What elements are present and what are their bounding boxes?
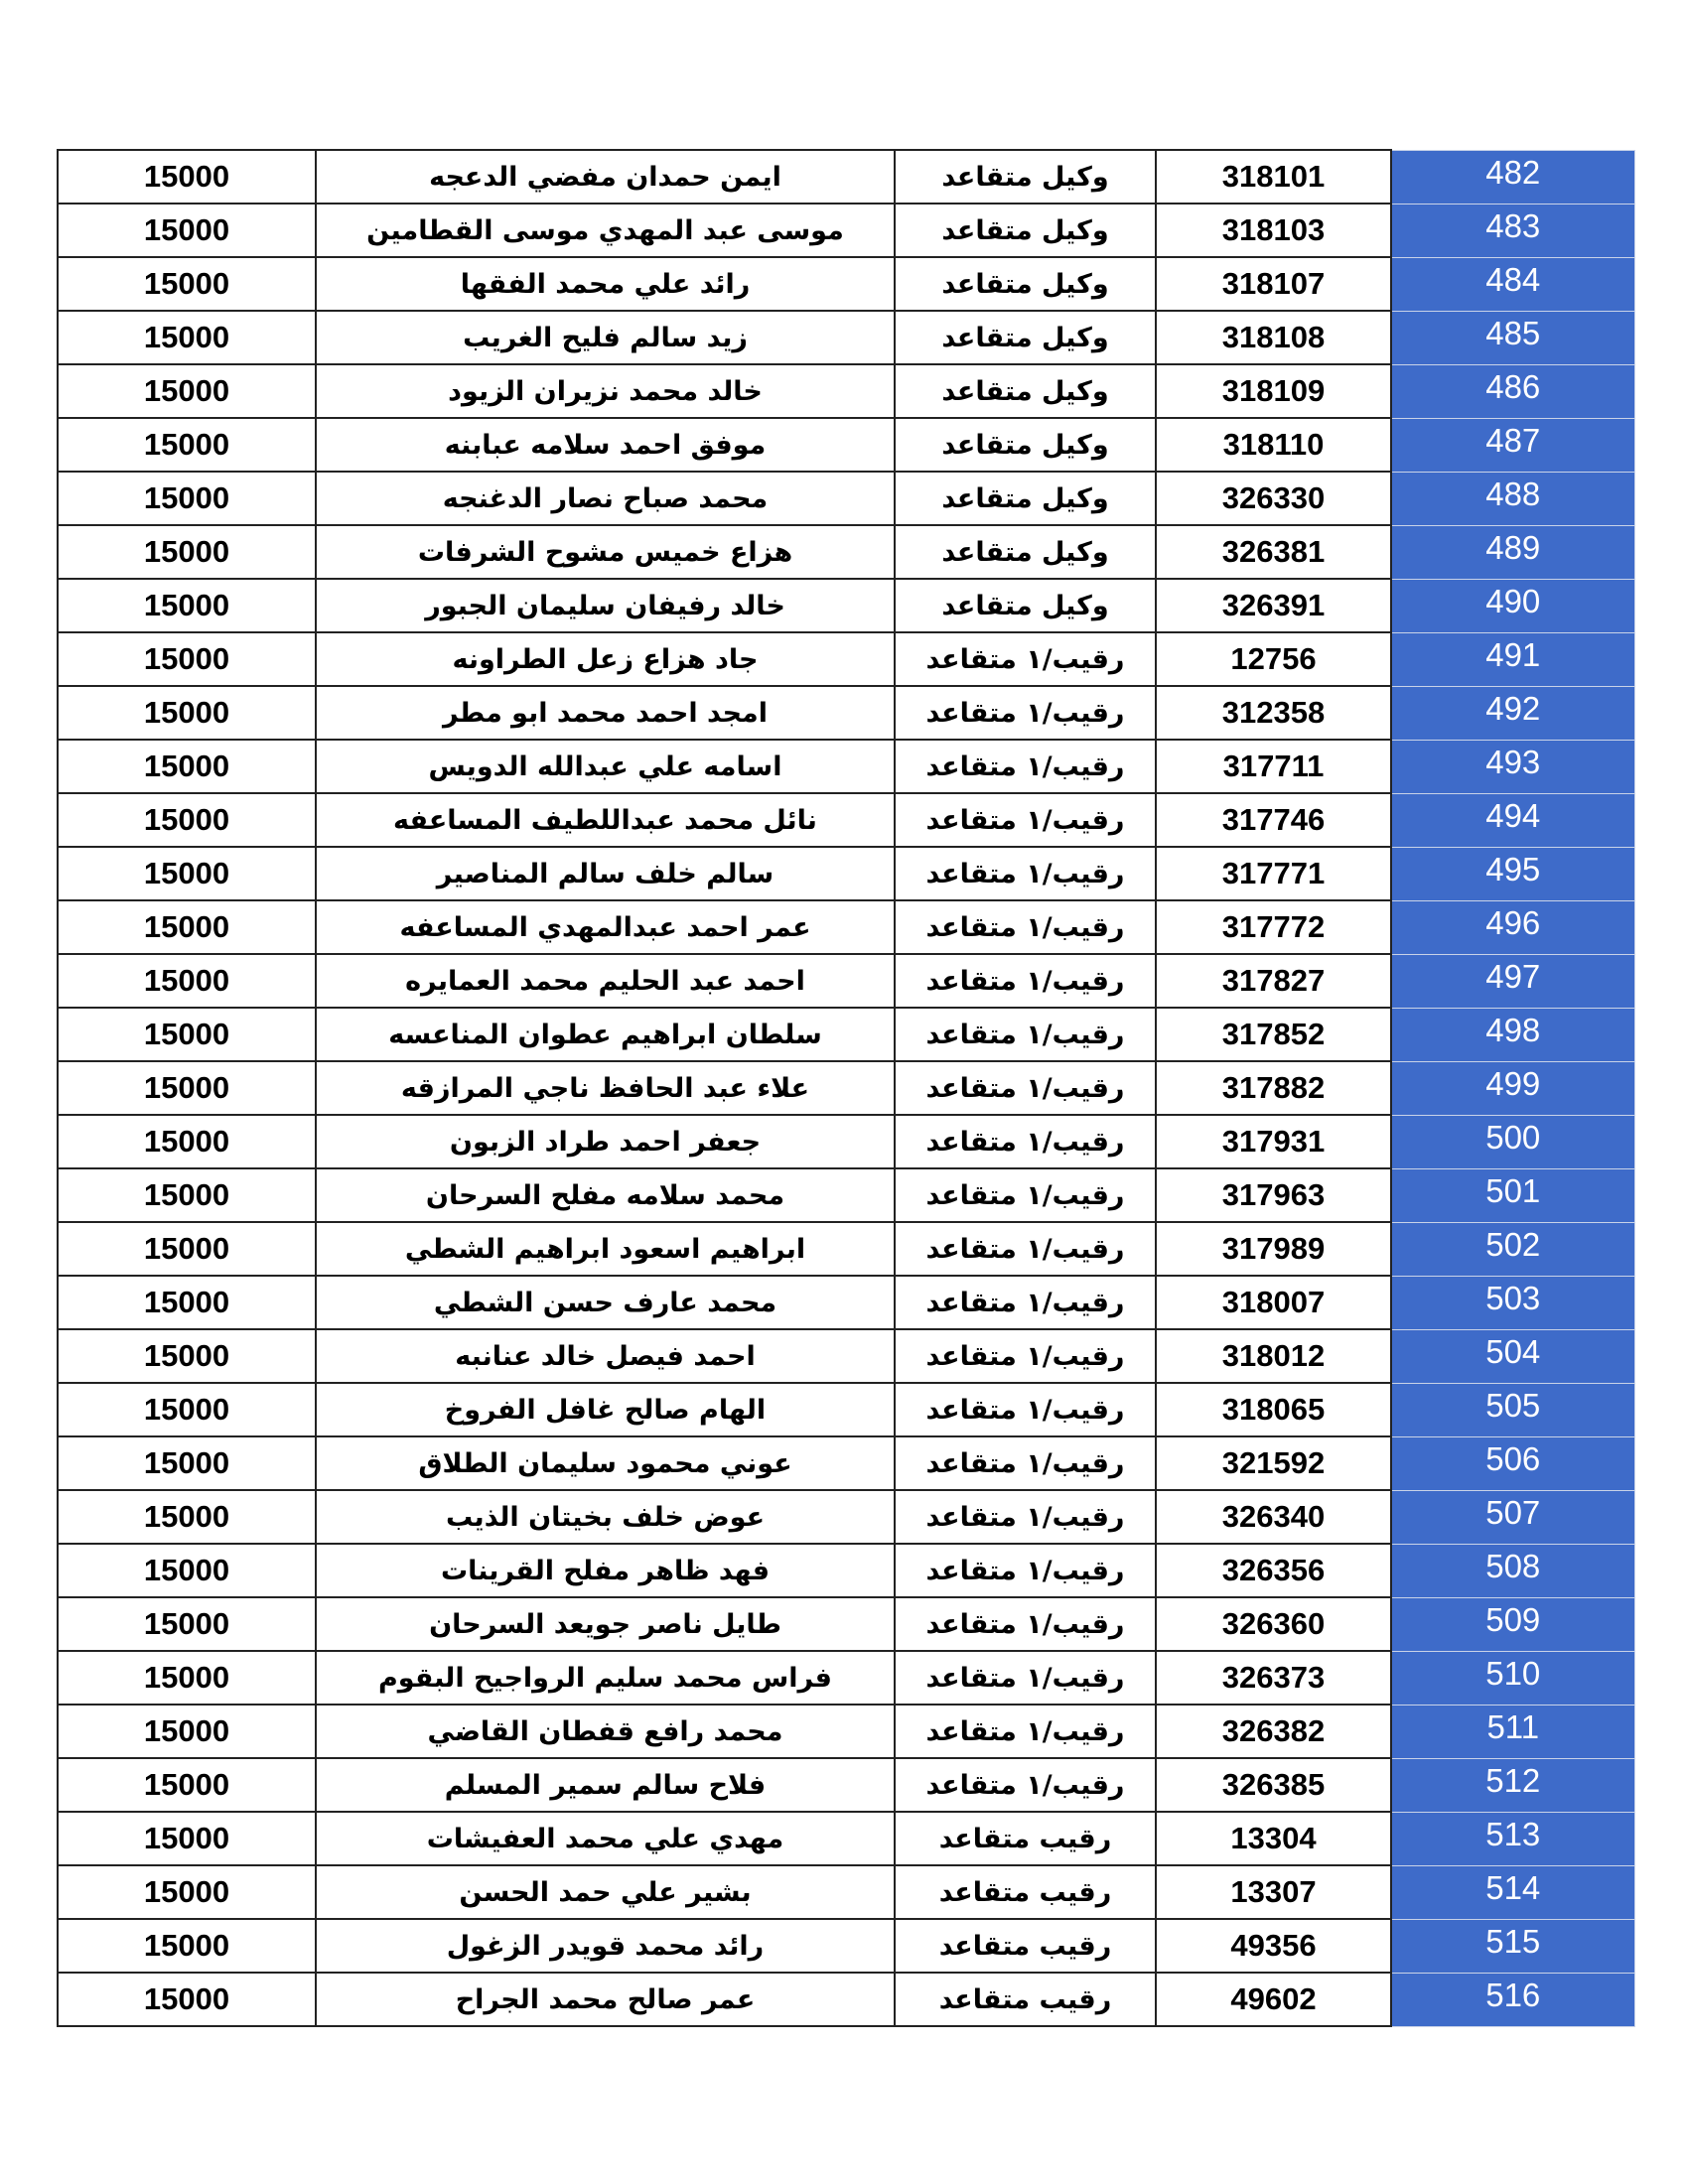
name-cell: عوني محمود سليمان الطلاق (316, 1436, 895, 1490)
name-cell: محمد صباح نصار الدغنجه (316, 472, 895, 525)
military-number-cell: 321592 (1156, 1436, 1391, 1490)
rank-cell: رقيب/١ متقاعد (895, 1597, 1156, 1651)
military-number-cell: 317931 (1156, 1115, 1391, 1168)
military-number-cell: 326373 (1156, 1651, 1391, 1705)
rank-cell: رقيب/١ متقاعد (895, 954, 1156, 1008)
amount-cell: 15000 (58, 1705, 316, 1758)
military-number-cell: 13304 (1156, 1812, 1391, 1865)
rank-cell: رقيب متقاعد (895, 1973, 1156, 2026)
military-number-cell: 326385 (1156, 1758, 1391, 1812)
name-cell: مهدي علي محمد العفيشات (316, 1812, 895, 1865)
table-row (58, 1544, 1634, 1597)
name-cell: سالم خلف سالم المناصير (316, 847, 895, 900)
military-number-cell: 318065 (1156, 1383, 1391, 1436)
sequence-number-cell: 512 (1391, 1758, 1634, 1812)
rank-cell: رقيب/١ متقاعد (895, 1168, 1156, 1222)
sequence-number-cell: 487 (1391, 418, 1634, 472)
table-row (58, 1490, 1634, 1544)
sequence-number-cell: 489 (1391, 525, 1634, 579)
rank-cell: رقيب متقاعد (895, 1812, 1156, 1865)
sequence-number-cell: 501 (1391, 1168, 1634, 1222)
name-cell: خالد رفيفان سليمان الجبور (316, 579, 895, 632)
amount-cell: 15000 (58, 1383, 316, 1436)
rank-cell: وكيل متقاعد (895, 418, 1156, 472)
amount-cell: 15000 (58, 472, 316, 525)
table-row (58, 1705, 1634, 1758)
name-cell: عوض خلف بخيتان الذيب (316, 1490, 895, 1544)
name-cell: ايمن حمدان مفضي الدعجه (316, 150, 895, 204)
military-number-cell: 317711 (1156, 740, 1391, 793)
amount-cell: 15000 (58, 204, 316, 257)
military-number-cell: 318107 (1156, 257, 1391, 311)
table-row (58, 793, 1634, 847)
military-number-cell: 312358 (1156, 686, 1391, 740)
military-number-cell: 318109 (1156, 364, 1391, 418)
rank-cell: وكيل متقاعد (895, 257, 1156, 311)
amount-cell: 15000 (58, 1168, 316, 1222)
rank-cell: رقيب/١ متقاعد (895, 847, 1156, 900)
amount-cell: 15000 (58, 954, 316, 1008)
table-row (58, 1329, 1634, 1383)
name-cell: الهام صالح غافل الفروخ (316, 1383, 895, 1436)
name-cell: علاء عبد الحافظ ناجي المرازقه (316, 1061, 895, 1115)
rank-cell: رقيب/١ متقاعد (895, 1490, 1156, 1544)
sequence-number-cell: 503 (1391, 1276, 1634, 1329)
amount-cell: 15000 (58, 1651, 316, 1705)
military-number-cell: 13307 (1156, 1865, 1391, 1919)
table-row (58, 1276, 1634, 1329)
sequence-number-cell: 483 (1391, 204, 1634, 257)
table-row (58, 1597, 1634, 1651)
amount-cell: 15000 (58, 1973, 316, 2026)
name-cell: جعفر احمد طراد الزبون (316, 1115, 895, 1168)
name-cell: موفق احمد سلامه عبابنه (316, 418, 895, 472)
military-number-cell: 326382 (1156, 1705, 1391, 1758)
table-row (58, 472, 1634, 525)
name-cell: عمر صالح محمد الجراح (316, 1973, 895, 2026)
table-row (58, 525, 1634, 579)
military-number-cell: 317852 (1156, 1008, 1391, 1061)
rank-cell: رقيب/١ متقاعد (895, 1544, 1156, 1597)
rank-cell: رقيب/١ متقاعد (895, 1329, 1156, 1383)
amount-cell: 15000 (58, 1008, 316, 1061)
sequence-number-cell: 502 (1391, 1222, 1634, 1276)
rank-cell: رقيب/١ متقاعد (895, 793, 1156, 847)
sequence-number-cell: 497 (1391, 954, 1634, 1008)
rank-cell: وكيل متقاعد (895, 150, 1156, 204)
military-number-cell: 326391 (1156, 579, 1391, 632)
sequence-number-cell: 492 (1391, 686, 1634, 740)
beneficiaries-table (57, 149, 1635, 2027)
table-row (58, 1061, 1634, 1115)
military-number-cell: 318007 (1156, 1276, 1391, 1329)
name-cell: نائل محمد عبداللطيف المساعفه (316, 793, 895, 847)
name-cell: ابراهيم اسعود ابراهيم الشطي (316, 1222, 895, 1276)
table-row (58, 1008, 1634, 1061)
name-cell: بشير علي حمد الحسن (316, 1865, 895, 1919)
table-row (58, 1919, 1634, 1973)
table-row (58, 954, 1634, 1008)
rank-cell: وكيل متقاعد (895, 472, 1156, 525)
rank-cell: وكيل متقاعد (895, 579, 1156, 632)
military-number-cell: 317771 (1156, 847, 1391, 900)
rank-cell: رقيب متقاعد (895, 1919, 1156, 1973)
table-row (58, 311, 1634, 364)
military-number-cell: 326360 (1156, 1597, 1391, 1651)
name-cell: فهد ظاهر مفلح القرينات (316, 1544, 895, 1597)
name-cell: سلطان ابراهيم عطوان المناعسه (316, 1008, 895, 1061)
sequence-number-cell: 498 (1391, 1008, 1634, 1061)
sequence-number-cell: 507 (1391, 1490, 1634, 1544)
military-number-cell: 326381 (1156, 525, 1391, 579)
amount-cell: 15000 (58, 632, 316, 686)
table-row (58, 1383, 1634, 1436)
table-row (58, 1436, 1634, 1490)
rank-cell: وكيل متقاعد (895, 204, 1156, 257)
amount-cell: 15000 (58, 1758, 316, 1812)
sequence-number-cell: 515 (1391, 1919, 1634, 1973)
military-number-cell: 318110 (1156, 418, 1391, 472)
sequence-number-cell: 508 (1391, 1544, 1634, 1597)
name-cell: احمد عبد الحليم محمد العمايره (316, 954, 895, 1008)
rank-cell: رقيب/١ متقاعد (895, 900, 1156, 954)
military-number-cell: 317963 (1156, 1168, 1391, 1222)
name-cell: رائد محمد قويدر الزغول (316, 1919, 895, 1973)
table-row (58, 686, 1634, 740)
rank-cell: رقيب/١ متقاعد (895, 740, 1156, 793)
name-cell: طايل ناصر جويعد السرحان (316, 1597, 895, 1651)
military-number-cell: 326340 (1156, 1490, 1391, 1544)
sequence-number-cell: 500 (1391, 1115, 1634, 1168)
military-number-cell: 326330 (1156, 472, 1391, 525)
rank-cell: رقيب/١ متقاعد (895, 1115, 1156, 1168)
name-cell: فلاح سالم سمير المسلم (316, 1758, 895, 1812)
sequence-number-cell: 509 (1391, 1597, 1634, 1651)
military-number-cell: 317989 (1156, 1222, 1391, 1276)
name-cell: عمر احمد عبدالمهدي المساعفه (316, 900, 895, 954)
amount-cell: 15000 (58, 1812, 316, 1865)
amount-cell: 15000 (58, 579, 316, 632)
table-row (58, 579, 1634, 632)
name-cell: اسامه علي عبدالله الدويس (316, 740, 895, 793)
rank-cell: رقيب متقاعد (895, 1865, 1156, 1919)
military-number-cell: 12756 (1156, 632, 1391, 686)
amount-cell: 15000 (58, 793, 316, 847)
amount-cell: 15000 (58, 900, 316, 954)
rank-cell: رقيب/١ متقاعد (895, 1436, 1156, 1490)
rank-cell: رقيب/١ متقاعد (895, 1276, 1156, 1329)
name-cell: هزاع خميس مشوح الشرفات (316, 525, 895, 579)
rank-cell: رقيب/١ متقاعد (895, 1008, 1156, 1061)
amount-cell: 15000 (58, 1222, 316, 1276)
table-row (58, 1973, 1634, 2026)
sequence-number-cell: 513 (1391, 1812, 1634, 1865)
rank-cell: رقيب/١ متقاعد (895, 1383, 1156, 1436)
military-number-cell: 317772 (1156, 900, 1391, 954)
sequence-number-cell: 490 (1391, 579, 1634, 632)
table-row (58, 1222, 1634, 1276)
military-number-cell: 317882 (1156, 1061, 1391, 1115)
sequence-number-cell: 495 (1391, 847, 1634, 900)
amount-cell: 15000 (58, 364, 316, 418)
amount-cell: 15000 (58, 1490, 316, 1544)
sequence-number-cell: 486 (1391, 364, 1634, 418)
amount-cell: 15000 (58, 1276, 316, 1329)
amount-cell: 15000 (58, 1436, 316, 1490)
amount-cell: 15000 (58, 257, 316, 311)
amount-cell: 15000 (58, 740, 316, 793)
name-cell: محمد سلامه مفلح السرحان (316, 1168, 895, 1222)
amount-cell: 15000 (58, 525, 316, 579)
table-row (58, 1115, 1634, 1168)
name-cell: محمد عارف حسن الشطي (316, 1276, 895, 1329)
rank-cell: رقيب/١ متقاعد (895, 1222, 1156, 1276)
table-row (58, 1812, 1634, 1865)
rank-cell: وكيل متقاعد (895, 311, 1156, 364)
sequence-number-cell: 496 (1391, 900, 1634, 954)
sequence-number-cell: 484 (1391, 257, 1634, 311)
table-row (58, 150, 1634, 204)
table-row (58, 364, 1634, 418)
name-cell: امجد احمد محمد ابو مطر (316, 686, 895, 740)
sequence-number-cell: 506 (1391, 1436, 1634, 1490)
name-cell: احمد فيصل خالد عنانبه (316, 1329, 895, 1383)
rank-cell: رقيب/١ متقاعد (895, 686, 1156, 740)
military-number-cell: 317746 (1156, 793, 1391, 847)
name-cell: خالد محمد نزيران الزيود (316, 364, 895, 418)
table-row (58, 900, 1634, 954)
sequence-number-cell: 514 (1391, 1865, 1634, 1919)
sequence-number-cell: 493 (1391, 740, 1634, 793)
table-row (58, 740, 1634, 793)
sequence-number-cell: 499 (1391, 1061, 1634, 1115)
military-number-cell: 318101 (1156, 150, 1391, 204)
rank-cell: رقيب/١ متقاعد (895, 1651, 1156, 1705)
table-row (58, 1168, 1634, 1222)
name-cell: موسى عبد المهدي موسى القطامين (316, 204, 895, 257)
sequence-number-cell: 510 (1391, 1651, 1634, 1705)
military-number-cell: 326356 (1156, 1544, 1391, 1597)
table-row (58, 847, 1634, 900)
name-cell: فراس محمد سليم الرواجيح البقوم (316, 1651, 895, 1705)
sequence-number-cell: 491 (1391, 632, 1634, 686)
amount-cell: 15000 (58, 311, 316, 364)
name-cell: محمد رافع قفطان القاضي (316, 1705, 895, 1758)
military-number-cell: 317827 (1156, 954, 1391, 1008)
table-row (58, 1651, 1634, 1705)
sequence-number-cell: 494 (1391, 793, 1634, 847)
amount-cell: 15000 (58, 418, 316, 472)
sequence-number-cell: 482 (1391, 150, 1634, 204)
rank-cell: رقيب/١ متقاعد (895, 1705, 1156, 1758)
sequence-number-cell: 511 (1391, 1705, 1634, 1758)
name-cell: رائد علي محمد الفقها (316, 257, 895, 311)
military-number-cell: 318108 (1156, 311, 1391, 364)
name-cell: جاد هزاع زعل الطراونه (316, 632, 895, 686)
military-number-cell: 49356 (1156, 1919, 1391, 1973)
rank-cell: رقيب/١ متقاعد (895, 1758, 1156, 1812)
amount-cell: 15000 (58, 1115, 316, 1168)
rank-cell: وكيل متقاعد (895, 525, 1156, 579)
rank-cell: رقيب/١ متقاعد (895, 632, 1156, 686)
table-row (58, 418, 1634, 472)
amount-cell: 15000 (58, 150, 316, 204)
sequence-number-cell: 516 (1391, 1973, 1634, 2026)
amount-cell: 15000 (58, 1597, 316, 1651)
table-row (58, 632, 1634, 686)
amount-cell: 15000 (58, 686, 316, 740)
rank-cell: وكيل متقاعد (895, 364, 1156, 418)
amount-cell: 15000 (58, 1061, 316, 1115)
military-number-cell: 318103 (1156, 204, 1391, 257)
sequence-number-cell: 504 (1391, 1329, 1634, 1383)
table-body (58, 150, 1634, 2026)
amount-cell: 15000 (58, 1865, 316, 1919)
table-row (58, 204, 1634, 257)
sequence-number-cell: 505 (1391, 1383, 1634, 1436)
sequence-number-cell: 485 (1391, 311, 1634, 364)
military-number-cell: 49602 (1156, 1973, 1391, 2026)
table-row (58, 1865, 1634, 1919)
amount-cell: 15000 (58, 847, 316, 900)
name-cell: زيد سالم فليح الغريب (316, 311, 895, 364)
amount-cell: 15000 (58, 1919, 316, 1973)
military-number-cell: 318012 (1156, 1329, 1391, 1383)
table-row (58, 257, 1634, 311)
rank-cell: رقيب/١ متقاعد (895, 1061, 1156, 1115)
amount-cell: 15000 (58, 1329, 316, 1383)
amount-cell: 15000 (58, 1544, 316, 1597)
sequence-number-cell: 488 (1391, 472, 1634, 525)
table-row (58, 1758, 1634, 1812)
